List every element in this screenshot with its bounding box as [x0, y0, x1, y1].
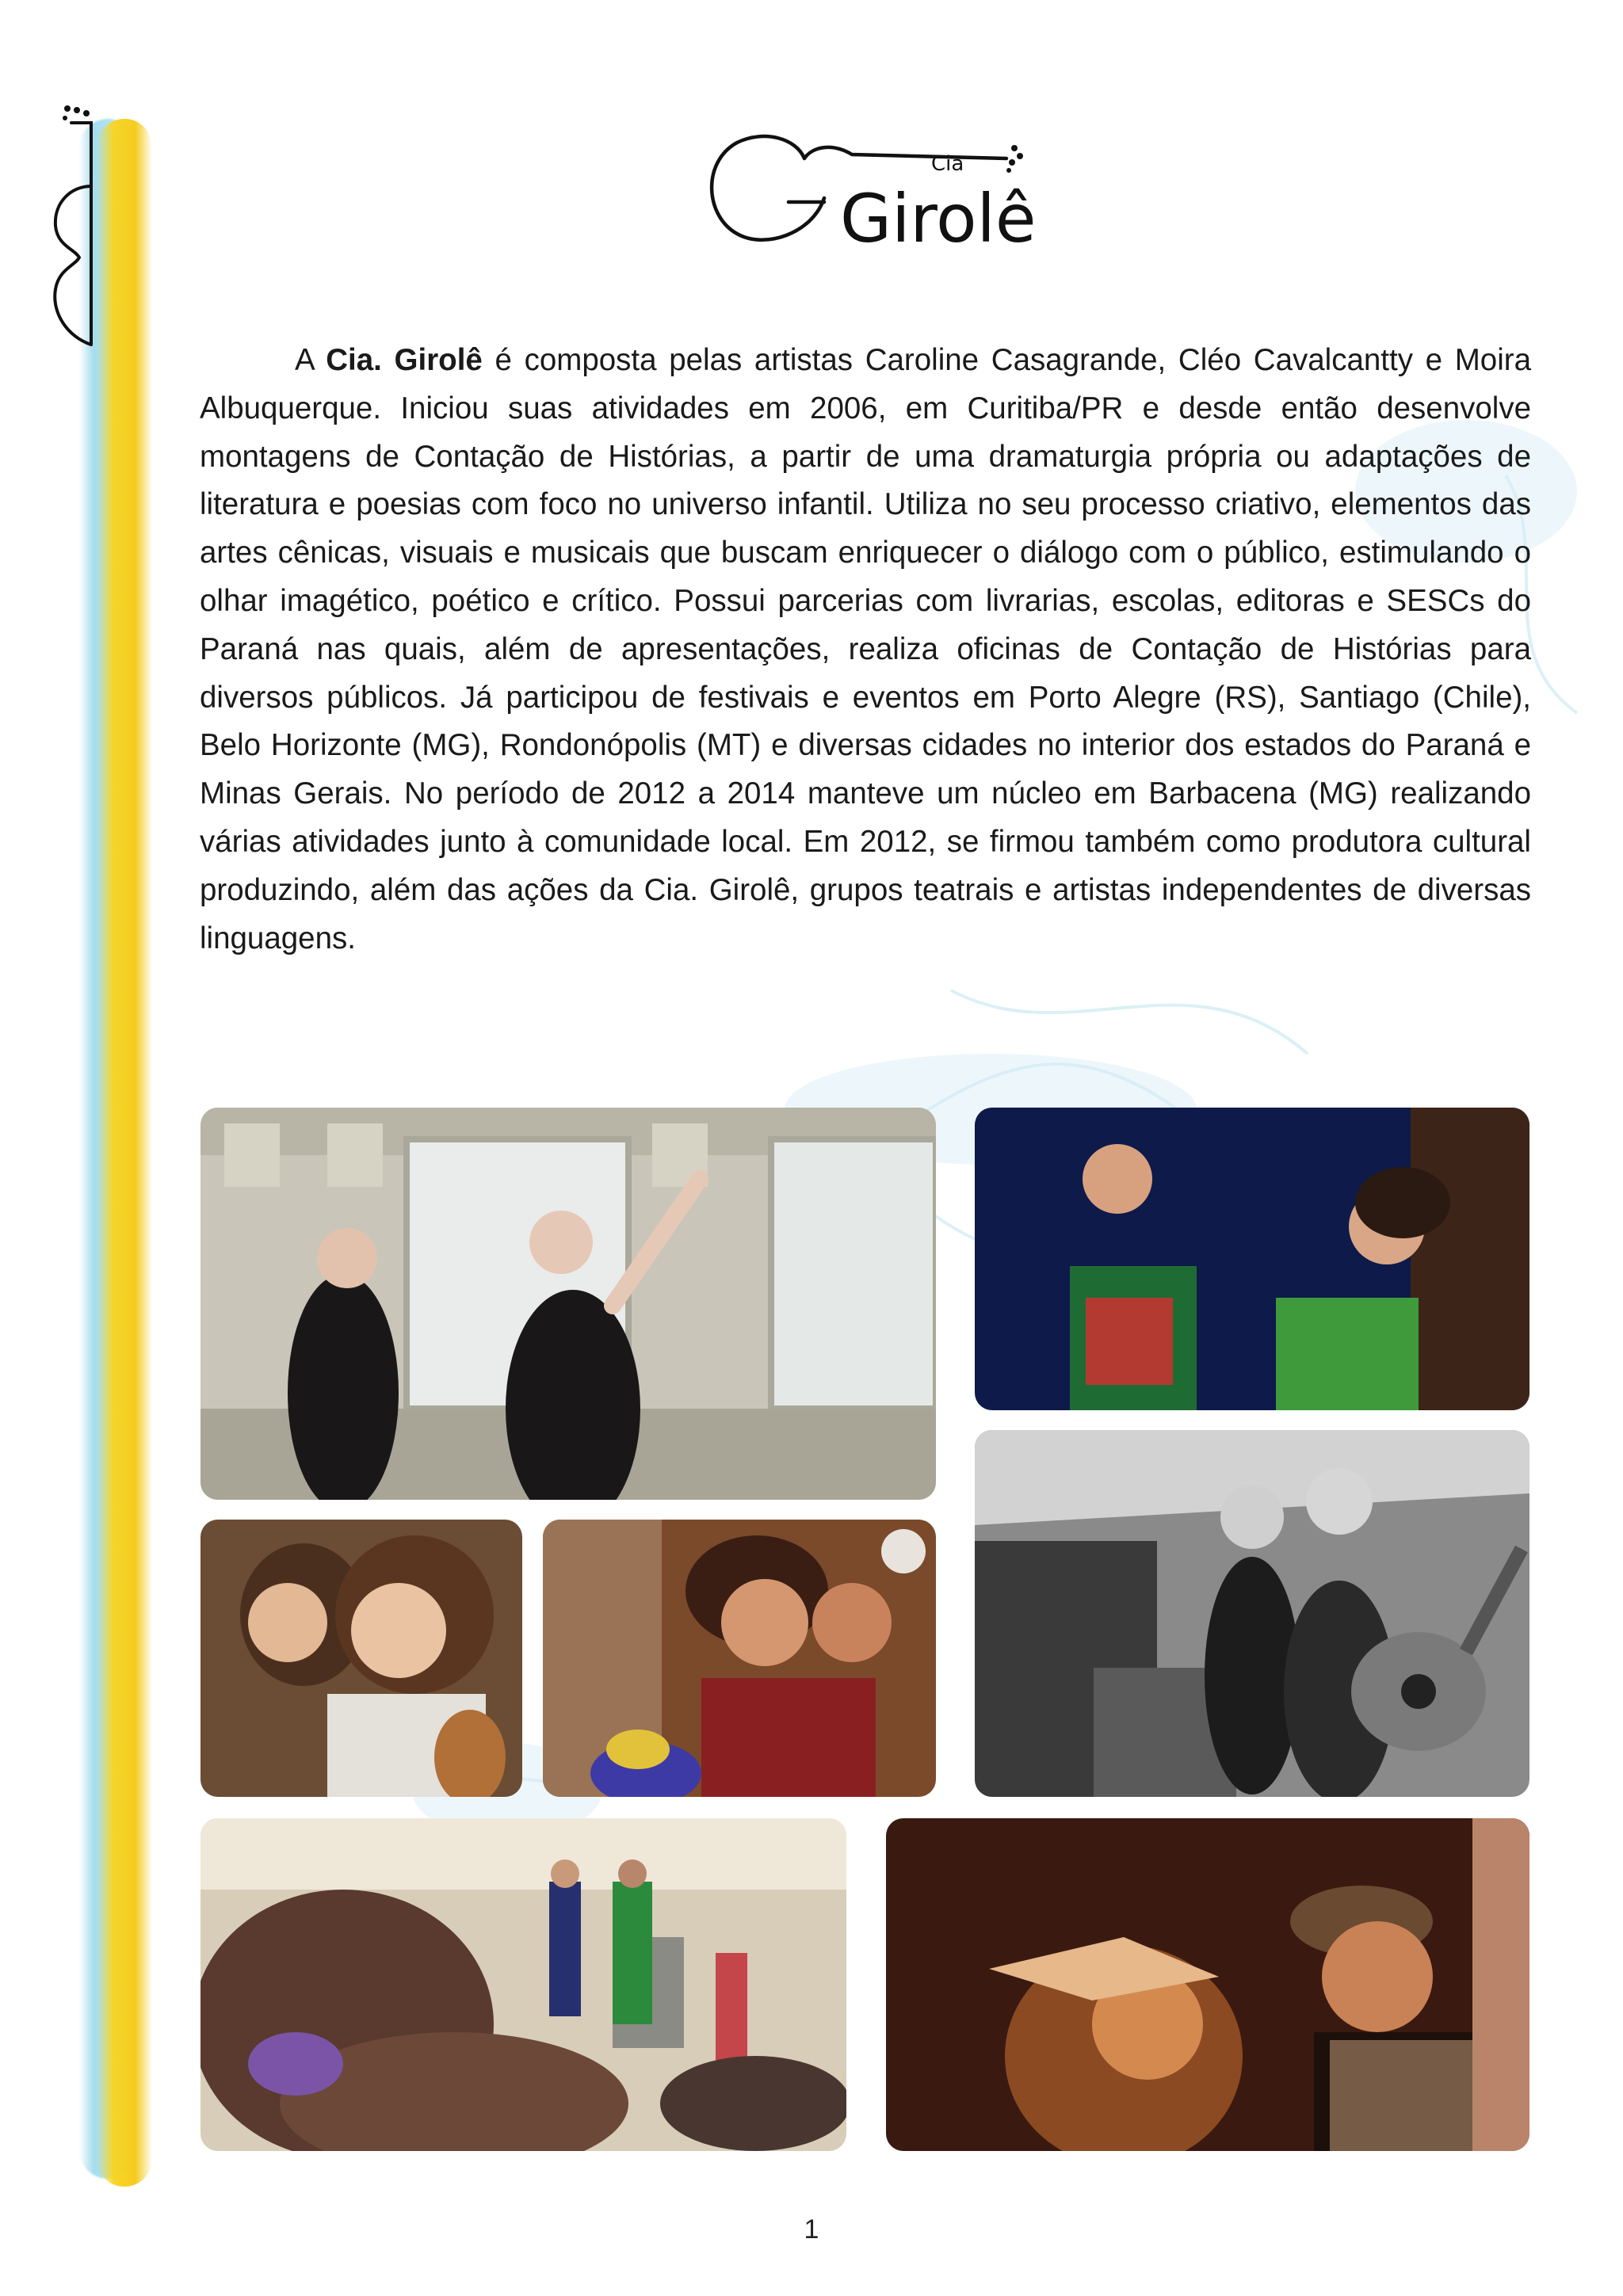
- photo-children-audience: [200, 1818, 846, 2151]
- photo-warm-performers: [886, 1818, 1529, 2151]
- company-name: Cia. Girolê: [326, 343, 483, 377]
- photo-performers-close: [543, 1520, 936, 1797]
- guitar-outline-decoration: [48, 99, 111, 448]
- intro-lead: A: [295, 343, 327, 377]
- photo-performers-laughing: [200, 1520, 522, 1797]
- photo-stage-performers: [975, 1108, 1529, 1410]
- photo-bw-guitar: [975, 1430, 1529, 1797]
- intro-paragraph: [200, 337, 1531, 963]
- intro-text: é composta pelas artistas Caroline Casagrande, Cléo Cavalcantty e Moira Albuquerque. Iniciou suas atividades em 2006, em Curitiba/PR e desde então desenvolve montagens de Contação de Histórias, a partir de uma dramaturgia própria ou adaptações de literatura e poesias com foco no universo infantil. Utiliza no seu processo criativo, elementos das artes cênicas, visuais e musicais que buscam enriquecer o diálogo com o público, estimulando o olhar imagético, poético e crítico. Possui parcerias com livrarias, escolas, editoras e SESCs do Paraná nas quais, além de apresentações, realiza oficinas de Contação de Histórias para diversos públicos. Já participou de festivais e eventos em Porto Alegre (RS), Santiago (Chile), Belo Horizonte (MG), Rondonópolis (MT) e diversas cidades no interior dos estados do Paraná e Minas Gerais. No período de 2012 a 2014 manteve um núcleo em Barbacena (MG) realizando várias atividades junto à comunidade local. Em 2012, se firmou também como produtora cultural produzindo, além das ações da Cia. Girolê, grupos teatrais e artistas independentes de diversas linguagens.: [200, 343, 1531, 955]
- cia-girole-logo: [693, 123, 1038, 257]
- page-number: 1: [804, 2214, 819, 2245]
- photo-performers-building: [200, 1108, 936, 1500]
- logo-wordmark: Girolê: [840, 180, 1037, 257]
- logo-cia-label: Cia: [931, 152, 964, 176]
